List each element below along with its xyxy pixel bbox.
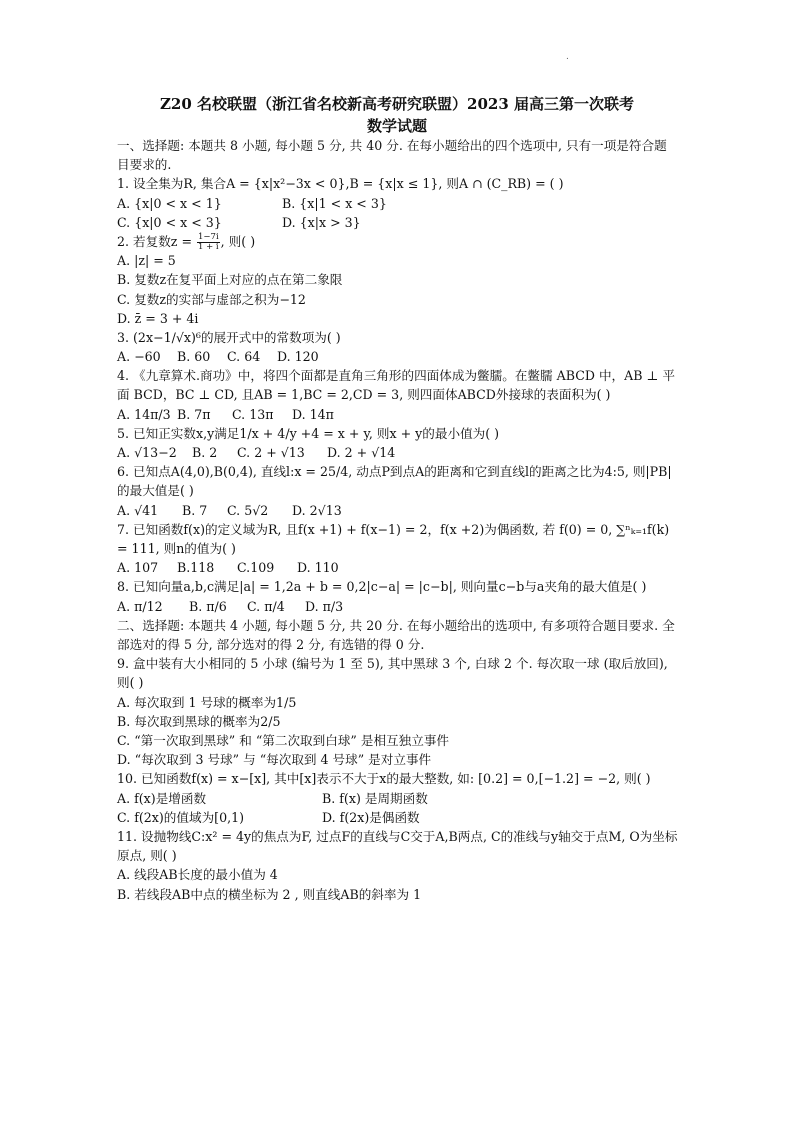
q8-option-a: A. π/12 xyxy=(117,598,163,614)
exam-page: . Z20 名校联盟（浙江省名校新高考研究联盟）2023 届高三第一次联考 数学试题 一、选择题: 本题共 8 小题, 每小题 5 分, 共 40 分. 在每小题给出的四个选项中, 只有一项是符合题目要求的. 1. 设全集为R, 集合A = {x|x²−3x < 0},B = {x|x ≤ 1}, 则A ∩ (C_RB) = ( ) A. {x|0 < x < 1} B. {x|1 < x < 3} C. {x|0 < x < 3} D. {x|x > 3} 2. 若复数z = $\frac{1-7i}{1 + i}$ , 则( ) A. |z| = 5 B. 复数z在复平面上对应的点在第二象限 C. 复数z的实部与虚部之积为−12 D. z̄ = 3 + 4i 3. (2x−1/√x)⁶的展开式中的常数项为( ) A. −60 B. 60 C. 64 D. 120 4. 《九章算术.商功》中，将四个面都是直角三角形的四面体成为鳖臑。在鳖臑 ABCD 中，AB ⊥ 平面 BCD，BC ⊥ CD, 且AB = 1,BC = 2,CD = 3, 则四面体ABCD外接球的表面积为( ) A. 14π/3 B. 7π C. 13π D. 14π 5. 已知正实数x,y满足1/x + 4/y +4 = x + y, 则x + y的最小值为( ) A. √13−2 B. 2 C. 2 + √13 D. 2 + √14 6. 已知点A(4,0),B(0,4), 直线l:x = 25/4, 动点P到点A的距离和它到直线l的距离之比为4:5, 则|PB|的最大值是( ) A. √41 B. 7 C. 5√2 D. 2√13 7. 已知函数f(x)的定义域为R, 且f(x +1) + f(x−1) = 2，f(x +2)为偶函数, 若 f(0) = 0, ∑ⁿₖ₌₁f(k) = 111, 则n的值为( ) A. 107 B.118 C.109 D. 110 8. 已知向量a,b,c满足|a| = 1,2a + b = 0,2|c−a| = |c−b|, 则向量c−b与a夹角的最大值是( ) A. π/12 B. π/6 C. π/4 D. π/3 二、选择题: 本题共 4 小题, 每小题 5 分, 共 20 分. 在每小题给出的选项中, 有多项符合题目要求. 全部选对的得 5 分, 部分选对的得 2 分, 有选错的得 0 分. 9. 盒中装有大小相同的 5 小球 (编号为 1 至 5), 其中黑球 3 个, 白球 2 个. 每次取一球 (取后放回), 则( ) A. 每次取到 1 号球的概率为1/5 B. 每次取到黑球的概率为2/5 C. “第一次取到黑球” 和 “第二次取到白球” 是相互独立事件 D. “每次取到 3 号球” 与 “每次取到 4 号球” 是对立事件 10. 已知函数f(x) = x−[x], 其中[x]表示不大于x的最大整数, 如: [0.2] = 0,[−1.2] = −2, 则( ) A. f(x)是增函数 B. f(x) 是周期函数 C. f(2x)的值域为[0,1) D. f(2x)是偶函数 11. 设抛物线C:x² = 4y的焦点为F, 过点F的直线与C交于A,B两点, C的准线与y轴交于点M, O为坐标原点, 则( ) A. 线段AB长度的最小值为 4 B. 若线段AB中点的横坐标为 2 , 则直线AB的斜率为 1 xyxy=(0,0,794,1122)
q1-option-a: A. {x|0 < x < 1} xyxy=(117,195,222,211)
q6-option-b: B. 7 xyxy=(182,502,208,518)
q7-option-d: D. 110 xyxy=(297,560,339,576)
q5-option-c: C. 2 + √13 xyxy=(237,445,305,461)
q1-option-b: B. {x|1 < x < 3} xyxy=(282,195,387,211)
q3-stem: 3. (2x−1/√x)⁶的展开式中的常数项为( ) xyxy=(117,329,341,345)
q11-option-a: A. 线段AB长度的最小值为 4 xyxy=(117,867,278,883)
q4-option-a: A. 14π/3 xyxy=(117,406,171,422)
q2-fraction: $\frac{1-7i}{1 + i}$ xyxy=(198,231,219,252)
q3-option-c: C. 64 xyxy=(227,349,261,365)
q10-option-d: D. f(2x)是偶函数 xyxy=(322,809,420,825)
q6-option-d: D. 2√13 xyxy=(292,502,342,518)
q11-option-b: B. 若线段AB中点的横坐标为 2 , 则直线AB的斜率为 1 xyxy=(117,886,422,902)
q4-option-d: D. 14π xyxy=(292,406,334,422)
exam-subtitle: 数学试题 xyxy=(366,117,427,135)
q7-options xyxy=(117,558,679,577)
q8-stem: 8. 已知向量a,b,c满足|a| = 1,2a + b = 0,2|c−a| = |c−b|, 则向量c−b与a夹角的最大值是( ) xyxy=(117,579,647,595)
q8-option-b: B. π/6 xyxy=(189,598,227,614)
q10-options-row1 xyxy=(117,789,679,808)
q3-option-d: D. 120 xyxy=(277,349,319,365)
q6-options xyxy=(117,501,679,520)
section2-intro: 二、选择题: 本题共 4 小题, 每小题 5 分, 共 20 分. 在每小题给出的选项中, 有多项符合题目要求. 全部选对的得 5 分, 部分选对的得 2 分, 有选错的得 0 分. xyxy=(117,617,675,653)
q1-options-row2 xyxy=(117,213,679,232)
q1-options-row1 xyxy=(117,194,679,213)
q9-option-d: D. “每次取到 3 号球” 与 “每次取到 4 号球” 是对立事件 xyxy=(117,752,432,768)
q4-option-c: C. 13π xyxy=(232,406,274,422)
q6-stem: 6. 已知点A(4,0),B(0,4), 直线l:x = 25/4, 动点P到点A的距离和它到直线l的距离之比为4:5, 则|PB|的最大值是( ) xyxy=(117,464,672,499)
q10-stem: 10. 已知函数f(x) = x−[x], 其中[x]表示不大于x的最大整数, 如: [0.2] = 0,[−1.2] = −2, 则( ) xyxy=(117,771,651,787)
q7-option-b: B.118 xyxy=(177,560,215,576)
q6-option-c: C. 5√2 xyxy=(227,502,269,518)
q4-option-b: B. 7π xyxy=(177,406,211,422)
q2-option-d: D. z̄ = 3 + 4i xyxy=(117,310,199,326)
q7-option-a: A. 107 xyxy=(117,560,159,576)
q8-option-c: C. π/4 xyxy=(247,598,285,614)
q3-options xyxy=(117,347,679,366)
q3-option-b: B. 60 xyxy=(177,349,211,365)
q6-option-a: A. √41 xyxy=(117,502,159,518)
q5-option-a: A. √13−2 xyxy=(117,445,177,461)
q2-option-c: C. 复数z的实部与虚部之积为−12 xyxy=(117,291,306,307)
q5-option-d: D. 2 + √14 xyxy=(327,445,396,461)
q10-option-b: B. f(x) 是周期函数 xyxy=(322,790,428,806)
q4-options xyxy=(117,405,679,424)
q11-stem: 11. 设抛物线C:x² = 4y的焦点为F, 过点F的直线与C交于A,B两点, C的准线与y轴交于点M, O为坐标原点, 则( ) xyxy=(117,828,678,864)
q1-stem: 1. 设全集为R, 集合A = {x|x²−3x < 0},B = {x|x ≤ 1}, 则A ∩ (C_RB) = ( ) xyxy=(117,176,564,192)
q9-stem: 9. 盒中装有大小相同的 5 小球 (编号为 1 至 5), 其中黑球 3 个, 白球 2 个. 每次取一球 (取后放回), 则( ) xyxy=(117,656,668,691)
q4-stem: 4. 《九章算术.商功》中，将四个面都是直角三角形的四面体成为鳖臑。在鳖臑 ABCD 中，AB ⊥ 平面 BCD，BC ⊥ CD, 且AB = 1,BC = 2,CD = 3, 则四面体ABCD外接球的表面积为( ) xyxy=(117,368,675,403)
q10-option-a: A. f(x)是增函数 xyxy=(117,790,207,806)
q10-options-row2 xyxy=(117,808,679,827)
q2-option-b: B. 复数z在复平面上对应的点在第二象限 xyxy=(117,272,343,288)
q2-stem: 2. 若复数z = $\frac{1-7i}{1 + i}$ , 则( ) xyxy=(117,231,256,252)
section1-intro: 一、选择题: 本题共 8 小题, 每小题 5 分, 共 40 分. 在每小题给出的四个选项中, 只有一项是符合题目要求的. xyxy=(117,138,667,173)
q7-option-c: C.109 xyxy=(237,560,275,576)
q9-option-c: C. “第一次取到黑球” 和 “第二次取到白球” 是相互独立事件 xyxy=(117,733,450,749)
q8-option-d: D. π/3 xyxy=(305,598,344,614)
q7-stem: 7. 已知函数f(x)的定义域为R, 且f(x +1) + f(x−1) = 2，f(x +2)为偶函数, 若 f(0) = 0, ∑ⁿₖ₌₁f(k) = 111, 则n的值为( ) xyxy=(117,521,670,557)
q5-options xyxy=(117,443,679,462)
q2-option-a: A. |z| = 5 xyxy=(117,253,176,269)
q8-options xyxy=(117,597,679,616)
q5-stem: 5. 已知正实数x,y满足1/x + 4/y +4 = x + y, 则x + y的最小值为( ) xyxy=(117,425,500,441)
q9-option-a: A. 每次取到 1 号球的概率为1/5 xyxy=(117,694,297,710)
q1-option-d: D. {x|x > 3} xyxy=(282,214,361,230)
q5-option-b: B. 2 xyxy=(192,445,218,461)
q1-option-c: C. {x|0 < x < 3} xyxy=(117,214,222,230)
exam-body xyxy=(117,136,679,904)
exam-title: Z20 名校联盟（浙江省名校新高考研究联盟）2023 届高三第一次联考 xyxy=(159,95,635,113)
q3-option-a: A. −60 xyxy=(117,349,161,365)
q10-option-c: C. f(2x)的值域为[0,1) xyxy=(117,809,245,825)
q9-option-b: B. 每次取到黑球的概率为2/5 xyxy=(117,713,281,729)
